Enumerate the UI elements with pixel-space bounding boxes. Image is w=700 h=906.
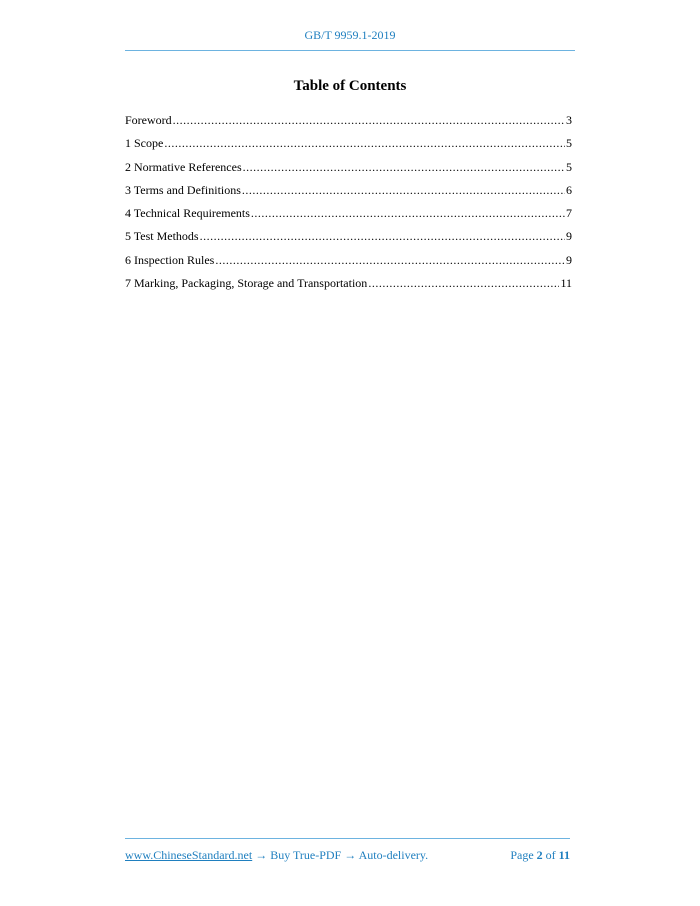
toc-entry-page: 5 (566, 159, 572, 174)
toc-list (125, 112, 572, 298)
dot-leader (200, 228, 565, 244)
toc-entry-terms-definitions[interactable] (125, 182, 572, 205)
page-counter (510, 848, 570, 863)
toc-entry-scope[interactable] (125, 135, 572, 158)
toc-entry-marking-packaging[interactable] (125, 275, 572, 298)
toc-entry-page: 6 (566, 182, 572, 197)
dot-leader (251, 205, 565, 221)
footer-divider (125, 838, 570, 839)
page-word: Page (510, 848, 534, 862)
toc-entry-page: 9 (566, 229, 572, 244)
toc-entry-page: 5 (566, 136, 572, 151)
toc-entry-page: 11 (560, 276, 572, 291)
toc-title: Table of Contents (293, 78, 407, 94)
current-page-number: 2 (536, 848, 543, 862)
toc-entry-technical-requirements[interactable] (125, 205, 572, 228)
dot-leader (243, 159, 565, 175)
delivery-text: Auto-delivery. (358, 848, 429, 862)
toc-entry-test-methods[interactable] (125, 228, 572, 251)
of-word: of (545, 848, 556, 862)
buy-text: Buy True-PDF (270, 848, 342, 862)
toc-entry-label: 3 Terms and Definitions (125, 182, 241, 197)
header-divider (125, 50, 575, 51)
site-link[interactable]: www.ChineseStandard.net (125, 848, 253, 862)
footer-promo (125, 848, 428, 863)
toc-entry-label: 5 Test Methods (125, 229, 199, 244)
arrow-right-icon: → (255, 848, 268, 862)
toc-entry-label: 6 Inspection Rules (125, 252, 215, 267)
toc-entry-foreword[interactable] (125, 112, 572, 135)
dot-leader (173, 112, 565, 128)
dot-leader (242, 182, 565, 198)
toc-entry-page: 3 (566, 113, 572, 127)
toc-entry-inspection-rules[interactable] (125, 252, 572, 275)
dot-leader (368, 275, 559, 291)
dot-leader (215, 252, 565, 268)
toc-entry-label: 1 Scope (125, 136, 164, 151)
toc-entry-page: 9 (566, 252, 572, 267)
toc-entry-label: 2 Normative References (125, 159, 242, 174)
running-header (125, 28, 575, 43)
dot-leader (164, 135, 565, 151)
toc-entry-normative-references[interactable] (125, 159, 572, 182)
total-pages-number: 11 (558, 848, 570, 862)
toc-entry-label: 4 Technical Requirements (125, 206, 250, 221)
standard-code: GB/T 9959.1-2019 (304, 28, 396, 42)
toc-entry-page: 7 (566, 206, 572, 221)
toc-entry-label: Foreword (125, 113, 172, 127)
arrow-right-icon: → (344, 848, 357, 862)
toc-entry-label: 7 Marking, Packaging, Storage and Transportation (125, 276, 368, 291)
